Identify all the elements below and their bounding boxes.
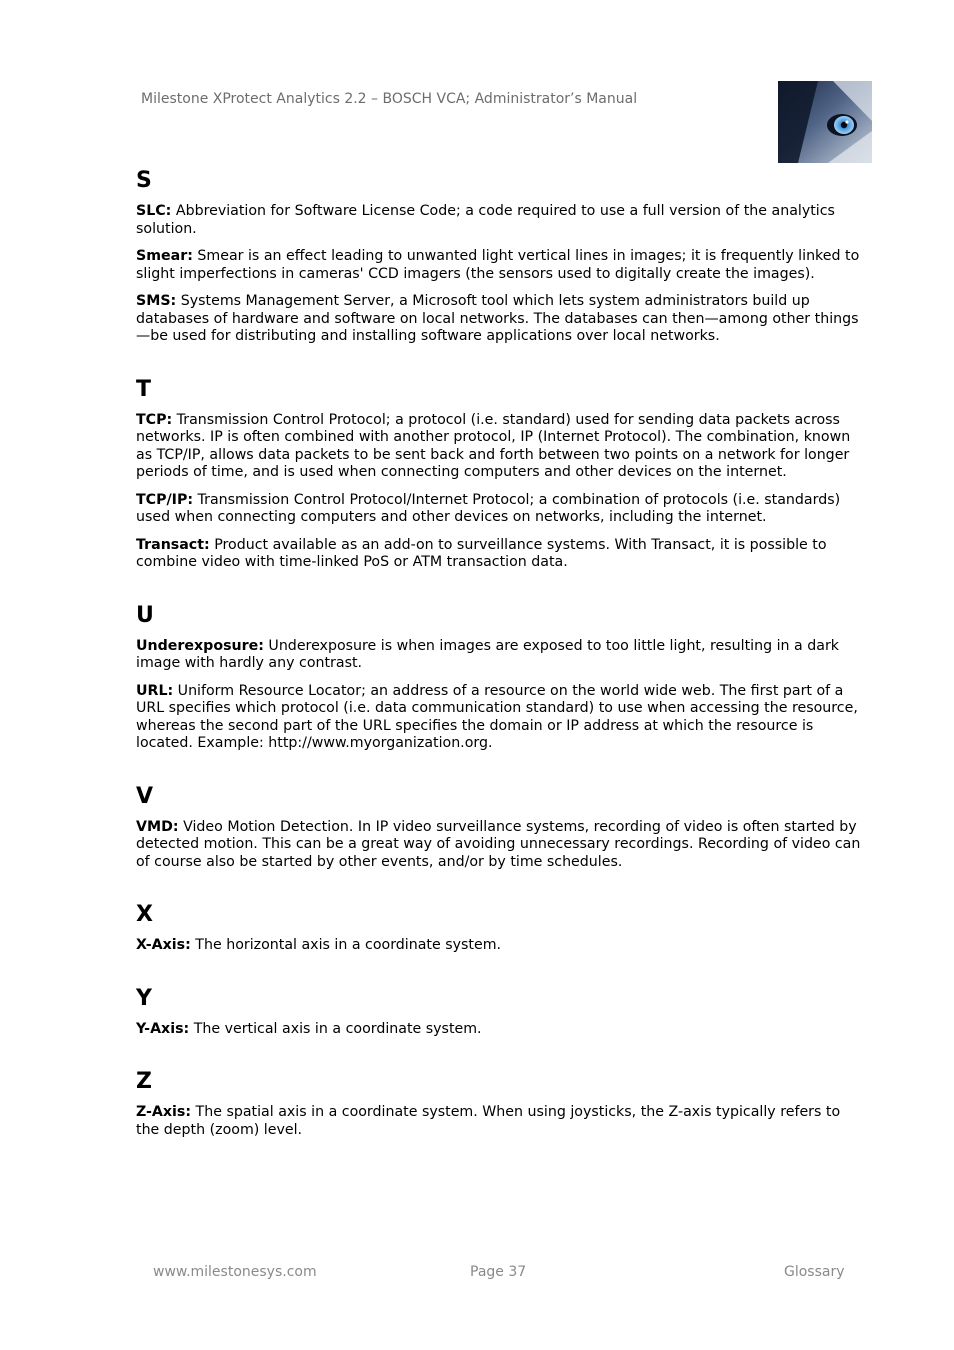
- glossary-content: [136, 168, 866, 1170]
- entry-definition: Transmission Control Protocol; a protocol (i.e. standard) used for sending data packets across networks. IP is often combined with another protocol, IP (Internet Protocol). The combination, known as TCP/IP, allows data packets to be sent back and forth between two points on a network for longer periods of time, and is used when connecting computers and other devices on the internet.: [136, 411, 851, 480]
- entry-term: Smear:: [136, 248, 193, 264]
- entry-term: Underexposure:: [136, 637, 264, 654]
- entry-definition: The horizontal axis in a coordinate system.: [190, 937, 502, 953]
- footer-website: www.milestonesys.com: [153, 1264, 317, 1280]
- glossary-section-t: [136, 377, 866, 572]
- glossary-section-y: [136, 986, 866, 1039]
- glossary-entry-slc: [136, 203, 866, 238]
- entry-definition: Abbreviation for Software License Code; a code required to use a full version of the analytics solution.: [136, 203, 835, 237]
- entry-definition: Uniform Resource Locator; an address of a resource on the world wide web. The first part of a URL specifies which protocol (i.e. data communication standard) to use when accessing the resource, whereas the second part of the URL specifies the domain or IP address at which the resource is located. Example: http://www.myorganization.org.: [136, 682, 858, 751]
- section-letter: Y: [136, 985, 152, 1011]
- entry-definition: Underexposure is when images are exposed to too little light, resulting in a dark image with hardly any contrast.: [136, 637, 839, 671]
- document-header-title: Milestone XProtect Analytics 2.2 – BOSCH VCA; Administrator’s Manual: [141, 91, 638, 107]
- entry-term: URL:: [136, 682, 174, 699]
- entry-term: Z-Axis:: [136, 1104, 192, 1120]
- entry-definition: The vertical axis in a coordinate system.: [189, 1020, 482, 1037]
- entry-term: TCP/IP:: [136, 491, 194, 508]
- section-letter: V: [136, 783, 154, 809]
- entry-definition: Transmission Control Protocol/Internet Protocol; a combination of protocols (i.e. standards) used when connecting computers and other devices on networks, including the internet.: [136, 491, 841, 525]
- wolf-eye-logo: [778, 81, 872, 163]
- section-letter: U: [136, 602, 154, 628]
- glossary-section-s: [136, 168, 866, 346]
- entry-definition: Systems Management Server, a Microsoft tool which lets system administrators build up databases of hardware and software on local networks. The databases can then—among other things—be used for distributing and installing software applications over local networks.: [136, 293, 859, 344]
- glossary-entry-transact: [136, 537, 866, 572]
- entry-term: VMD:: [136, 818, 179, 835]
- glossary-section-v: [136, 784, 866, 872]
- glossary-entry-smear: [136, 248, 866, 283]
- entry-term: TCP:: [136, 411, 173, 428]
- entry-definition: The spatial axis in a coordinate system. When using joysticks, the Z-axis typically refers to the depth (zoom) level.: [136, 1104, 841, 1138]
- glossary-entry-url: [136, 683, 866, 753]
- footer-section-name: Glossary: [784, 1264, 845, 1280]
- section-letter: Z: [136, 1069, 152, 1094]
- glossary-entry-underexposure: [136, 638, 866, 673]
- entry-term: Y-Axis:: [136, 1020, 190, 1037]
- glossary-section-u: [136, 603, 866, 753]
- glossary-entry-x-axis: [136, 937, 866, 955]
- glossary-section-z: [136, 1069, 866, 1139]
- entry-term: Transact:: [136, 536, 210, 553]
- entry-term: SLC:: [136, 203, 172, 219]
- footer-page-number: Page 37: [470, 1264, 527, 1280]
- glossary-entry-y-axis: [136, 1021, 866, 1039]
- entry-term: X-Axis:: [136, 937, 191, 953]
- section-letter: S: [136, 168, 152, 193]
- glossary-entry-vmd: [136, 819, 866, 872]
- entry-definition: Video Motion Detection. In IP video surveillance systems, recording of video is often started by detected motion. This can be a great way of avoiding unnecessary recordings. Recording of video can of course also be started by other events, and/or by time schedules.: [136, 818, 861, 870]
- glossary-entry-z-axis: [136, 1104, 866, 1139]
- glossary-entry-tcp: [136, 412, 866, 482]
- entry-term: SMS:: [136, 293, 177, 309]
- section-letter: X: [136, 902, 153, 927]
- glossary-entry-tcp-ip: [136, 492, 866, 527]
- glossary-entry-sms: [136, 293, 866, 346]
- glossary-section-x: [136, 902, 866, 955]
- entry-definition: Product available as an add-on to surveillance systems. With Transact, it is possible to combine video with time-linked PoS or ATM transaction data.: [136, 536, 827, 570]
- entry-definition: Smear is an effect leading to unwanted light vertical lines in images; it is frequently linked to slight imperfections in cameras' CCD imagers (the sensors used to digitally create the images).: [136, 248, 860, 282]
- section-letter: T: [136, 376, 152, 402]
